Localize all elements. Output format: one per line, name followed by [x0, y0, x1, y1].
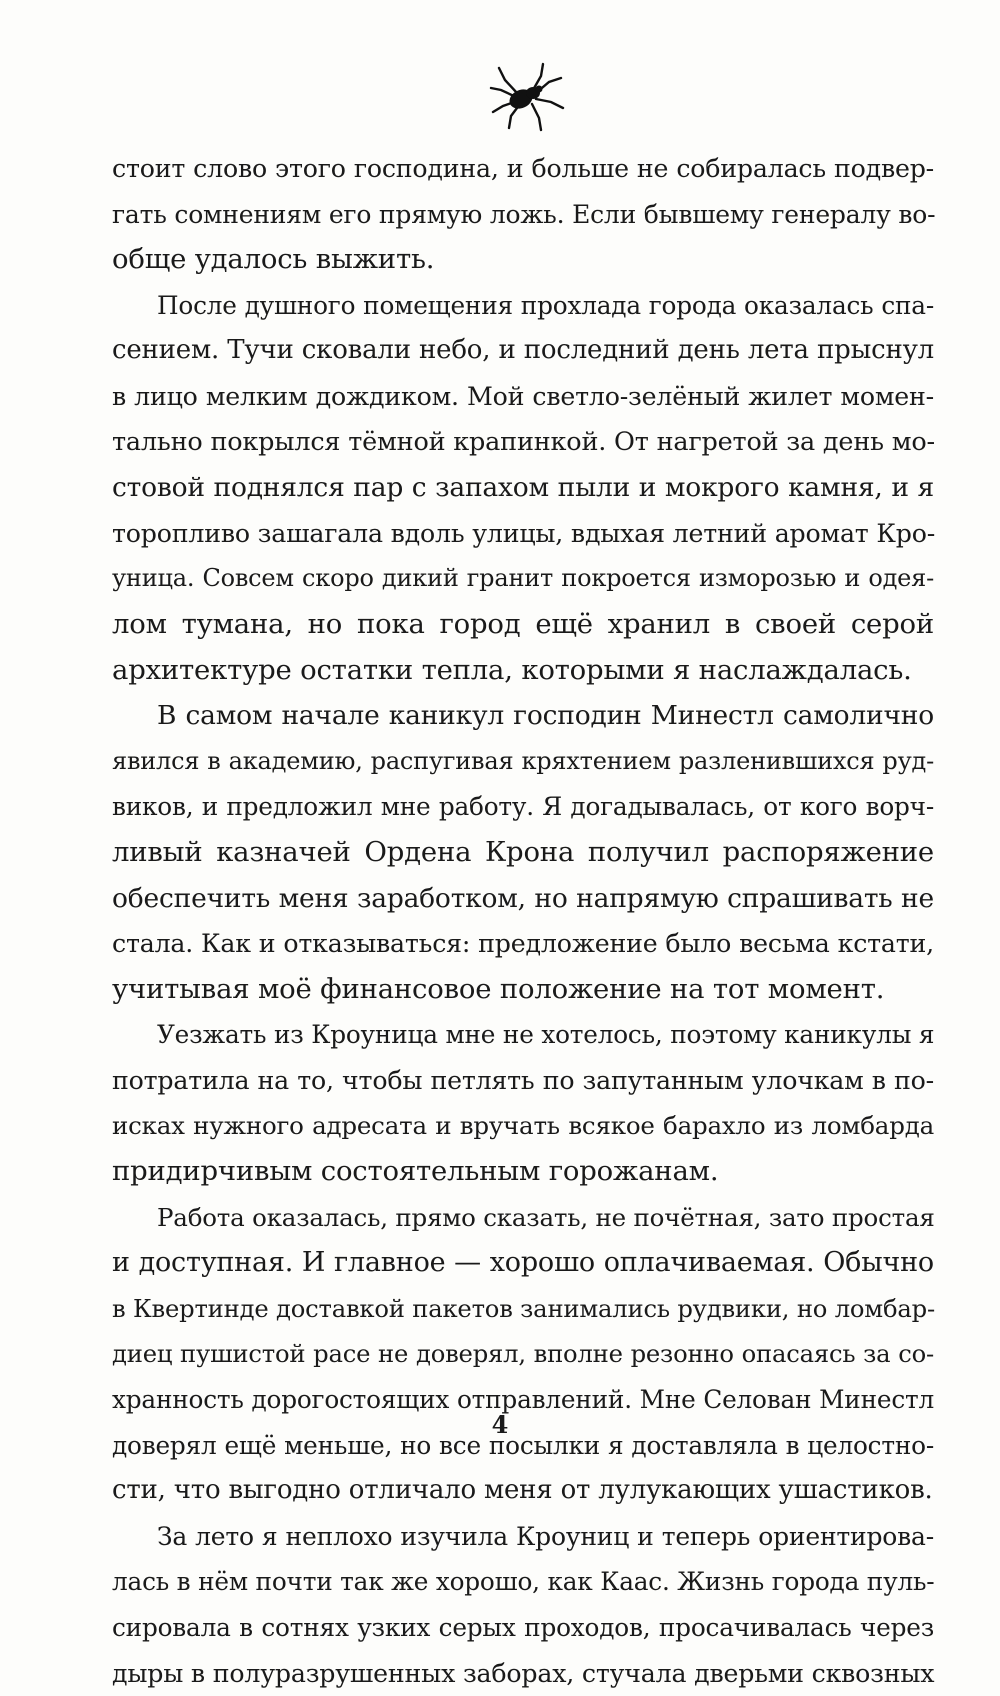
text-line: стоит слово этого господина, и больше не собиралась подвер- [112, 154, 934, 183]
text-line: Работа оказалась, прямо сказать, не почётная, зато простая [157, 1202, 935, 1232]
paragraph [112, 146, 934, 283]
text-line: и доступная. И главное — хорошо оплачиваемая. Обычно [112, 1247, 934, 1279]
text-line: дыры в полуразрушенных заборах, стучала дверьми сквозных [112, 1658, 935, 1688]
text-line: диец пушистой расе не доверял, вполне резонно опасаясь за со- [112, 1339, 934, 1369]
text-line: обще удалось выжить. [112, 243, 435, 276]
page-text [112, 146, 934, 1696]
page-number: 4 [491, 1410, 509, 1439]
text-line: архитектуре остатки тепла, которыми я наслаждалась. [112, 653, 912, 686]
paragraph [112, 693, 934, 1012]
text-line: лась в нём почти так же хорошо, как Каас. Жизнь города пуль- [112, 1567, 935, 1597]
text-line: явился в академию, распугивая кряхтением разленившихся руд- [112, 746, 934, 775]
paragraph [112, 283, 934, 693]
text-line: За лето я неплохо изучила Кроуниц и теперь ориентирова- [157, 1521, 934, 1551]
text-line: обеспечить меня заработком, но напрямую спрашивать не [112, 882, 934, 914]
text-line: стовой поднялся пар с запахом пыли и мокрого камня, и я [112, 472, 934, 504]
text-line: хранность дорогостоящих отправлений. Мне Селован Минестл [112, 1385, 934, 1415]
text-line: гать сомнениям его прямую ложь. Если бывшему генералу во- [112, 199, 936, 229]
text-line: уница. Совсем скоро дикий гранит покроется изморозью и одея- [112, 564, 934, 593]
paragraph [112, 1514, 934, 1696]
text-line: придирчивым состоятельным горожанам. [112, 1155, 719, 1188]
text-line: потратила на то, чтобы петлять по запутанным улочкам в по- [112, 1065, 934, 1095]
text-line: тально покрылся тёмной крапинкой. От нагретой за день мо- [112, 426, 935, 457]
text-line: стала. Как и отказываться: предложение было весьма кстати, [112, 929, 934, 959]
text-line: сти, что выгодно отличало меня от лулукающих ушастиков. [112, 1475, 933, 1506]
text-line: После душного помещения прохлада города оказалась спа- [157, 290, 934, 320]
text-line: исках нужного адресата и вручать всякое барахло из ломбарда [112, 1111, 934, 1141]
text-line: виков, и предложил мне работу. Я догадывалась, от кого ворч- [112, 792, 934, 822]
text-line: в лицо мелким дождиком. Мой светло-зелёный жилет момен- [112, 381, 934, 411]
text-line: лом тумана, но пока город ещё хранил в своей серой [112, 607, 934, 640]
text-line: ливый казначей Ордена Крона получил распоряжение [112, 835, 934, 868]
text-line: в Квертинде доставкой пакетов занимались рудвики, но ломбар- [112, 1293, 935, 1323]
text-line: Уезжать из Кроуница мне не хотелось, поэтому каникулы я [157, 1020, 935, 1050]
text-line: доверял ещё меньше, но все посылки я доставляла в целостно- [112, 1430, 934, 1460]
paragraph [112, 1012, 934, 1194]
text-line: сением. Тучи сковали небо, и последний день лета прыснул [112, 335, 934, 366]
text-line: учитывая моё финансовое положение на тот момент. [112, 972, 885, 1005]
text-line: торопливо зашагала вдоль улицы, вдыхая летний аромат Кро- [112, 518, 936, 548]
text-line: В самом начале каникул господин Минестл самолично [157, 700, 934, 732]
paragraph [112, 1195, 934, 1514]
text-line: сировала в сотнях узких серых проходов, просачивалась через [112, 1613, 934, 1642]
spider-icon [487, 60, 569, 134]
